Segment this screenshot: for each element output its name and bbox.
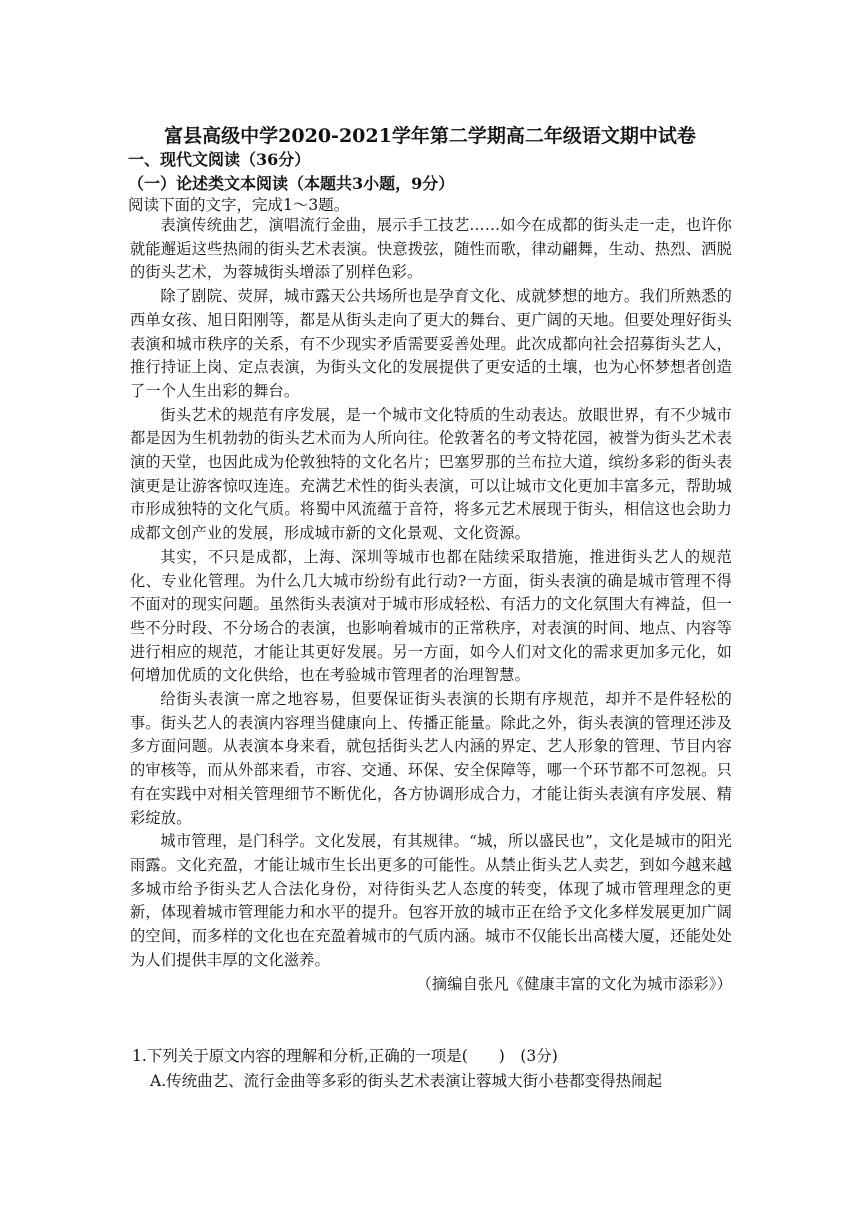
section-heading: 一、现代文阅读（36分）: [128, 150, 311, 169]
exam-title: 富县高级中学2020-2021学年第二学期高二年级语文期中试卷: [164, 125, 696, 147]
question-1-option-a: A.传统曲艺、流行金曲等多彩的街头艺术表演让蓉城大街小巷都变得热闹起: [150, 1072, 663, 1090]
question-1: 1.下列关于原文内容的理解和分析,正确的一项是( ) (3分): [132, 1047, 558, 1065]
subsection-heading: （一）论述类文本阅读（本题共3小题，9分）: [128, 174, 455, 193]
passage-source: （摘编自张凡《健康丰富的文化为城市添彩》）: [416, 974, 732, 993]
passage-paragraph: 表演传统曲艺，演唱流行金曲，展示手工技艺……如今在成都的街头走一走，也许你就能邂逅这些热闹的街头艺术表演。快意拨弦，随性而歌，律动翩舞，生动、热烈、洒脱的街头艺术，为蓉城街头增添了别样色彩。: [130, 216, 732, 282]
reading-passage: [130, 214, 732, 996]
passage-paragraph: 给街头表演一席之地容易，但要保证街头表演的长期有序规范，却并不是件轻松的事。街头艺人的表演内容理当健康向上、传播正能量。除此之外，街头表演的管理还涉及多方面问题。从表演本身来看，就包括街头艺人内涵的界定、艺人形象的管理、节目内容的审核等，而从外部来看，市容、交通、环保、安全保障等，哪一个环节都不可忽视。只有在实践中对相关管理细节不断优化，各方协调形成合力，才能让街头表演有序发展、精彩绽放。: [130, 690, 732, 827]
passage-paragraph: 街头艺术的规范有序发展，是一个城市文化特质的生动表达。放眼世界，有不少城市都是因为生机勃勃的街头艺术而为人所向往。伦敦著名的考文特花园，被誉为街头艺术表演的天堂，也因此成为伦敦独特的文化名片；巴塞罗那的兰布拉大道，缤纷多彩的街头表演更是让游客惊叹连连。充满艺术性的街头表演，可以让城市文化更加丰富多元，帮助城市形成独特的文化气质。将蜀中风流蕴于音符，将多元艺术展现于街头，相信这也会助力成都文创产业的发展，形成城市新的文化景观、文化资源。: [130, 405, 732, 543]
passage-paragraph: 除了剧院、荧屏，城市露天公共场所也是孕育文化、成就梦想的地方。我们所熟悉的西单女孩、旭日阳刚等，都是从街头走向了更大的舞台、更广阔的天地。但要处理好街头表演和城市秩序的关系，有不少现实矛盾需要妥善处理。此次成都向社会招募街头艺人，推行持证上岗、定点表演，为街头文化的发展提供了更安适的土壤，也为心怀梦想者创造了一个人生出彩的舞台。: [130, 287, 732, 400]
passage-paragraph: 其实，不只是成都，上海、深圳等城市也都在陆续采取措施，推进街头艺人的规范化、专业化管理。为什么几大城市纷纷有此行动?一方面，街头表演的确是城市管理不得不面对的现实问题。虽然街头表演对于城市形成轻松、有活力的文化氛围大有裨益，但一些不分时段、不分场合的表演，也影响着城市的正常秩序，对表演的时间、地点、内容等进行相应的规范，才能让其更好发展。另一方面，如今人们对文化的需求更加多元化，如何增加优质的文化供给，也在考验城市管理者的治理智慧。: [130, 547, 732, 685]
reading-instruction: 阅读下面的文字，完成1～3题。: [128, 196, 350, 214]
passage-paragraph: 城市管理，是门科学。文化发展，有其规律。“城，所以盛民也”，文化是城市的阳光雨露。文化充盈，才能让城市生长出更多的可能性。从禁止街头艺人卖艺，到如今越来越多城市给予街头艺人合法化身份，对待街头艺人态度的转变，体现了城市管理理念的更新，体现着城市管理能力和水平的提升。包容开放的城市正在给予文化多样发展更加广阔的空间，而多样的文化也在充盈着城市的气质内涵。城市不仅能长出高楼大厦，还能处处为人们提供丰厚的文化滋养。: [130, 832, 732, 969]
